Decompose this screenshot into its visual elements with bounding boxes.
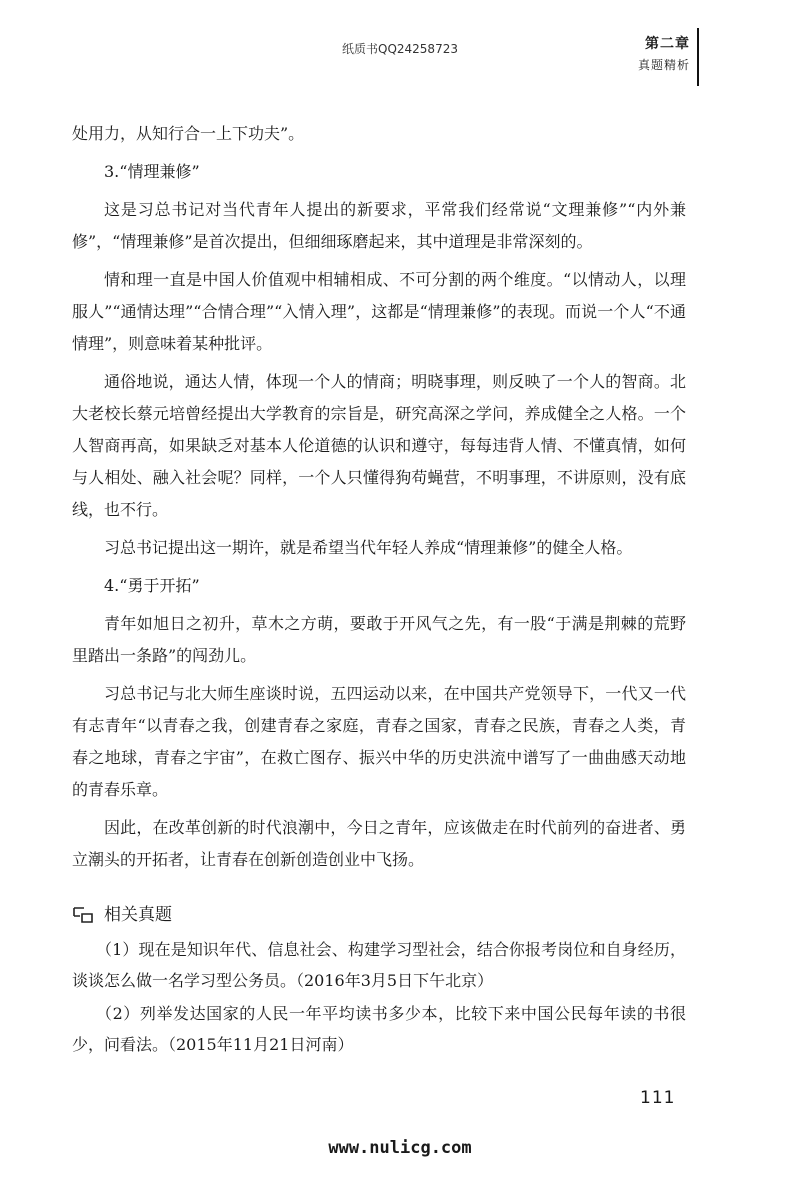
section-heading (72, 900, 686, 930)
body-text (72, 118, 686, 882)
chapter-subtitle: 真题精析 (637, 58, 690, 72)
paragraph: 青年如旭日之初升，草木之方萌，要敢于开风气之先，有一股“于满是荆棘的荒野里踏出一条路”的闯劲儿。 (72, 614, 686, 665)
paragraph: 习总书记提出这一期许，就是希望当代年轻人养成“情理兼修”的健全人格。 (104, 538, 633, 557)
paragraph: 处用力，从知行合一上下功夫”。 (72, 124, 305, 143)
header-watermark-text: 纸质书QQ24258723 (342, 42, 458, 56)
page-number: 111 (640, 1088, 676, 1108)
paragraph: 习总书记与北大师生座谈时说，五四运动以来，在中国共产党领导下，一代又一代有志青年“以青春之我，创建青春之家庭，青春之国家，青春之民族，青春之人类，青春之地球，青春之宇宙”，在救亡图存、振兴中华的历史洪流中谱写了一曲曲感天动地的青春乐章。 (72, 684, 686, 799)
footer-url: www.nulicg.com (328, 1138, 472, 1158)
header-divider (697, 28, 699, 86)
chapter-header (638, 32, 690, 74)
related-questions-section (72, 900, 686, 1062)
paragraph: 因此，在改革创新的时代浪潮中，今日之青年，应该做走在时代前列的奋进者、勇立潮头的开拓者，让青春在创新创造创业中飞扬。 (72, 818, 686, 869)
section-title: 相关真题 (104, 904, 172, 925)
sub-heading: 4.“勇于开拓” (104, 576, 200, 595)
question-item: （1）现在是知识年代、信息社会、构建学习型社会，结合你报考岗位和自身经历，谈谈怎么做一名学习型公务员。（2016年3月5日下午北京） (72, 940, 686, 990)
sub-heading: 3.“情理兼修” (104, 162, 200, 181)
paragraph: 通俗地说，通达人情，体现一个人的情商；明晓事理，则反映了一个人的智商。北大老校长蔡元培曾经提出大学教育的宗旨是，研究高深之学问，养成健全之人格。一个人智商再高，如果缺乏对基本人伦道德的认识和遵守，每每违背人情、不懂真情，如何与人相处、融入社会呢？同样，一个人只懂得狗苟蝇营，不明事理，不讲原则，没有底线，也不行。 (72, 372, 686, 519)
chapter-title: 第二章 (645, 36, 690, 52)
bracket-icon (72, 904, 94, 926)
paragraph: 情和理一直是中国人价值观中相辅相成、不可分割的两个维度。“以情动人，以理服人”“通情达理”“合情合理”“入情入理”，这都是“情理兼修”的表现。而说一个人“不通情理”，则意味着某种批评。 (72, 270, 686, 353)
question-item: （2）列举发达国家的人民一年平均读书多少本，比较下来中国公民每年读的书很少，问看法。（2015年11月21日河南） (72, 1004, 686, 1054)
paragraph: 这是习总书记对当代青年人提出的新要求，平常我们经常说“文理兼修”“内外兼修”，“情理兼修”是首次提出，但细细琢磨起来，其中道理是非常深刻的。 (72, 200, 686, 251)
